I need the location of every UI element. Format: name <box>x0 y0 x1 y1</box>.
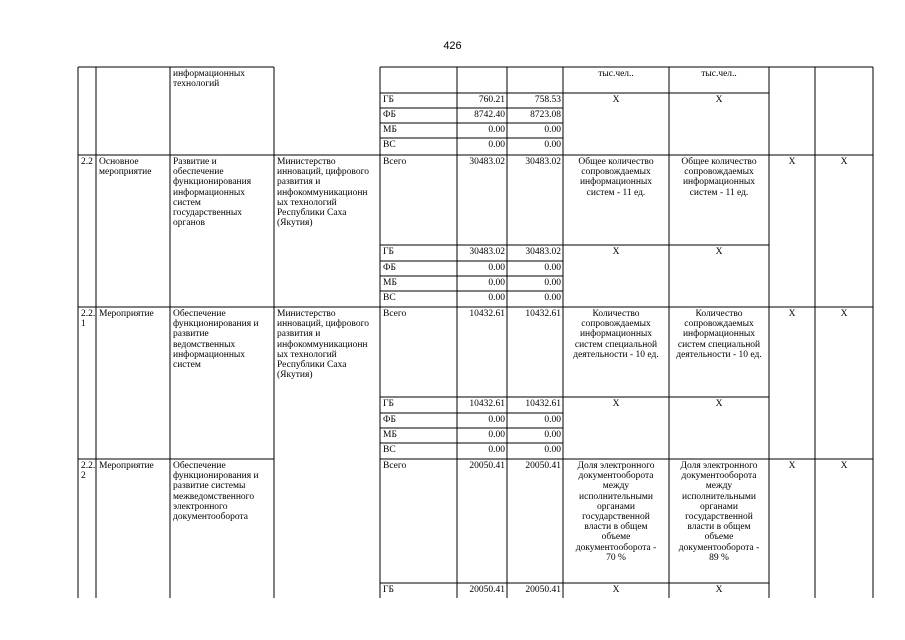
value-cell: 8742.40 <box>474 110 505 120</box>
value-cell: 8723.08 <box>530 110 561 120</box>
indicator-x: X <box>715 247 723 257</box>
value-cell: 0.00 <box>544 278 561 288</box>
indicator-x: X <box>715 399 723 409</box>
value-cell: 30483.02 <box>469 247 505 257</box>
value-cell: 758.53 <box>534 95 561 105</box>
value-cell: 20050.41 <box>525 461 561 471</box>
value-cell: 0.00 <box>488 263 505 273</box>
source-cell: ФБ <box>383 263 396 273</box>
value-cell: 10432.61 <box>469 399 505 409</box>
value-cell: 0.00 <box>544 263 561 273</box>
item-name: Обеспечение функционирования и развитие системы межведомственного электронного документооборота <box>173 461 259 523</box>
value-cell: 0.00 <box>544 430 561 440</box>
item-executor: Министерство инноваций, цифрового развития и инфокоммуникационн ых технологий Республики Саха (Якутия) <box>277 157 369 229</box>
value-cell: 10432.61 <box>469 309 505 319</box>
item-name: Развитие и обеспечение функционирования информационных систем государственных органов <box>173 157 252 229</box>
indicator-x: X <box>715 95 723 105</box>
item-executor: Министерство инноваций, цифрового развития и инфокоммуникационн ых технологий Республики Саха (Якутия) <box>277 309 369 381</box>
value-cell: 0.00 <box>544 415 561 425</box>
value-cell: 0.00 <box>488 293 505 303</box>
value-cell: 20050.41 <box>469 585 505 595</box>
mark-x: X <box>788 461 796 471</box>
value-cell: 30483.02 <box>525 247 561 257</box>
name-cont: информационных технологий <box>173 69 246 90</box>
source-cell: Всего <box>383 461 407 471</box>
source-cell: ГБ <box>383 247 394 257</box>
source-cell: МБ <box>383 430 397 440</box>
value-cell: 0.00 <box>488 445 505 455</box>
value-cell: 0.00 <box>544 140 561 150</box>
value-cell: 0.00 <box>488 430 505 440</box>
source-cell: ГБ <box>383 399 394 409</box>
indicator-x: X <box>612 95 620 105</box>
page-number: 426 <box>443 40 462 52</box>
value-cell: 20050.41 <box>525 585 561 595</box>
source-cell: ВС <box>383 445 396 455</box>
source-cell: Всего <box>383 309 407 319</box>
indicator-cell: Количество сопровождаемых информационных систем специальной деятельности - 10 ед. <box>573 309 659 360</box>
source-cell: ВС <box>383 140 396 150</box>
item-type: Основное мероприятие <box>99 157 152 178</box>
mark-x: X <box>840 461 848 471</box>
value-cell: 0.00 <box>488 125 505 135</box>
source-cell: ГБ <box>383 585 394 595</box>
indicator-x: X <box>612 247 620 257</box>
value-cell: 0.00 <box>488 140 505 150</box>
value-cell: 10432.61 <box>525 399 561 409</box>
source-cell: ФБ <box>383 110 396 120</box>
value-cell: 20050.41 <box>469 461 505 471</box>
mark-x: X <box>840 157 848 167</box>
source-cell: Всего <box>383 157 407 167</box>
item-type: Мероприятие <box>99 461 154 471</box>
item-number: 2.2. 2 <box>81 461 96 482</box>
indicator-cell: Общее количество сопровождаемых информационных систем - 11 ед. <box>578 157 654 198</box>
indicator-cell: Доля электронного документооборота между исполнительными органами государственной власти в общем объеме документооборота - 70 % <box>575 461 657 563</box>
value-cell: 760.21 <box>478 95 505 105</box>
mark-x: X <box>788 309 796 319</box>
source-cell: ВС <box>383 293 396 303</box>
item-type: Мероприятие <box>99 309 154 319</box>
value-cell: 30483.02 <box>525 157 561 167</box>
value-cell: 0.00 <box>544 293 561 303</box>
source-cell: МБ <box>383 125 397 135</box>
indicator-cell: Общее количество сопровождаемых информационных систем - 11 ед. <box>681 157 757 198</box>
unit-a: тыс.чел.. <box>598 69 634 79</box>
source-cell: ГБ <box>383 95 394 105</box>
indicator-x: X <box>612 399 620 409</box>
mark-x: X <box>788 157 796 167</box>
item-number: 2.2. 1 <box>81 309 96 330</box>
value-cell: 30483.02 <box>469 157 505 167</box>
mark-x: X <box>840 309 848 319</box>
source-cell: ФБ <box>383 415 396 425</box>
indicator-cell: Доля электронного документооборота между исполнительными органами государственной власти в общем объеме документооборота - 89 % <box>678 461 760 563</box>
indicator-cell: Количество сопровождаемых информационных систем специальной деятельности - 10 ед. <box>676 309 762 360</box>
source-cell: МБ <box>383 278 397 288</box>
indicator-x: X <box>715 585 723 595</box>
indicator-x: X <box>612 585 620 595</box>
value-cell: 0.00 <box>488 415 505 425</box>
item-executor <box>275 460 380 540</box>
value-cell: 0.00 <box>488 278 505 288</box>
value-cell: 0.00 <box>544 125 561 135</box>
unit-b: тыс.чел.. <box>701 69 737 79</box>
value-cell: 0.00 <box>544 445 561 455</box>
item-name: Обеспечение функционирования и развитие ведомственных информационных систем <box>173 309 259 371</box>
value-cell: 10432.61 <box>525 309 561 319</box>
item-number: 2.2 <box>81 157 93 167</box>
